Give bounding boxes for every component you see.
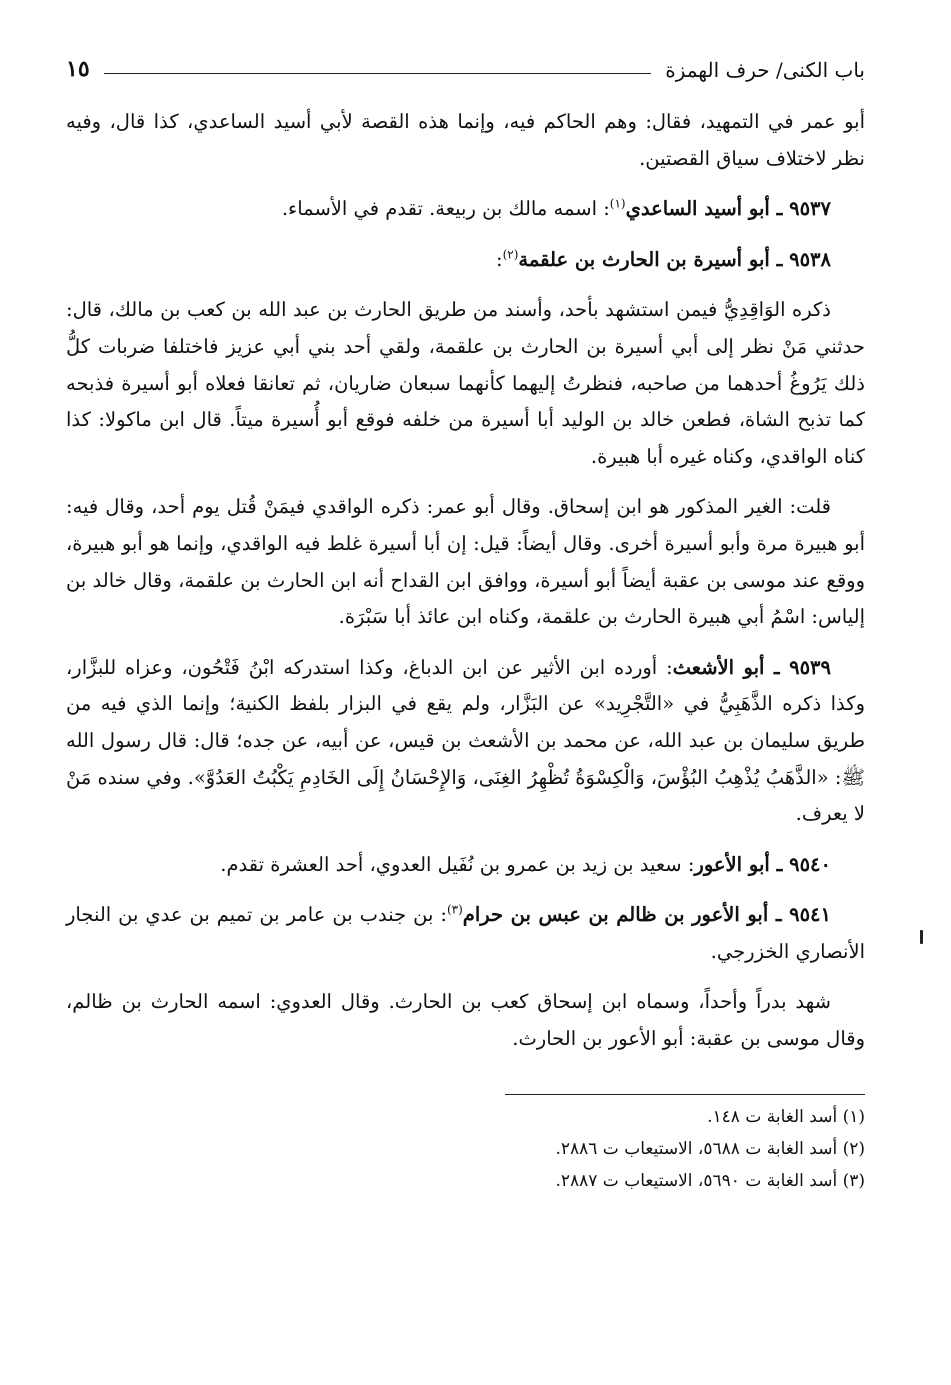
footnotes	[66, 1101, 865, 1197]
page-number: ١٥	[66, 56, 90, 82]
footnote: (٣) أسد الغابة ت ٥٦٩٠، الاستيعاب ت ٢٨٨٧.	[555, 1170, 865, 1191]
entry-9538	[66, 242, 865, 279]
entry-9541	[66, 897, 865, 970]
footnote-divider	[505, 1094, 865, 1095]
paragraph	[66, 489, 865, 635]
header-rule	[104, 73, 652, 74]
paragraph-body: أبو عمر في التمهيد، فقال: وهم الحاكم فيه، وإنما هذه القصة لأبي أسيد الساعدي، كذا قال، وفيه نظر لاختلاف سياق القصتين.	[66, 110, 865, 170]
entry-9537	[66, 191, 865, 228]
footnote-ref[interactable]: (٣)	[446, 902, 463, 917]
paragraph-body: قلت: الغير المذكور هو ابن إسحاق. وقال أبو عمر: ذكره الواقدي فيمَنْ قُتل يوم أحد، وقال فيه: أبو هبيرة مرة وأبو أسيرة أخرى. وقال أيضاً: قيل: إن أبا أسيرة غلط فيه الواقدي، وإنما هو أبو هبيرة، ووقع عند موسى بن عقبة أيضاً أبو أسيرة، ووافق ابن القداح أنه ابن الحارث بن علقمة، وقال خالد بن إلياس: اسْمُ أبي هبيرة الحارث بن علقمة، وكناه ابن عائذ أبا سَبْرَة.	[66, 495, 865, 629]
entry-body: : بن جندب بن عامر بن تميم بن عدي بن النجار الأنصاري الخزرجي.	[66, 903, 865, 963]
entry-9540	[66, 847, 865, 884]
entry-heading: ٩٥٤٠ ـ أبو الأعور	[694, 852, 831, 876]
entry-body: : اسمه مالك بن ربيعة. تقدم في الأسماء.	[281, 197, 610, 221]
footnote: (١) أسد الغابة ت ١٤٨.	[707, 1106, 865, 1127]
footnote: (٢) أسد الغابة ت ٥٦٨٨، الاستيعاب ت ٢٨٨٦.	[555, 1138, 865, 1159]
entry-heading: ٩٥٣٧ ـ أبو أسيد الساعدي	[625, 197, 831, 221]
paragraph-body: ذكره الوَاقِدِيُّ فيمن استشهد بأحد، وأسند من طريق الحارث بن عبد الله بن كعب بن مالك، قال: حدثني مَنْ نظر إلى أبي أسيرة بن الحارث بن علقمة، ولقي أحد بني أبي عزيز فاختلفا ضربات كلُّ ذلك يَرُوغُ أحدهما من صاحبه، فنظرتُ إليهما كأنهما سبعان ضاريان، ثم تعانقا فعلاه أبو أسيرة فذبحه كما تذبح الشاة، فطعن خالد بن الوليد أبا أسيرة من خلفه فوقع أبو أُسيرة ميتاً. قال ابن ماكولا: كذا كناه الواقدي، وكناه غيره أبا هبيرة.	[66, 298, 865, 468]
entry-9539	[66, 650, 865, 833]
paragraph	[66, 984, 865, 1057]
entry-heading: ٩٥٣٨ ـ أبو أسيرة بن الحارث بن علقمة	[518, 247, 831, 271]
entry-body: : سعيد بن زيد بن عمرو بن نُفَيل العدوي، أحد العشرة تقدم.	[220, 852, 695, 876]
entry-heading: ٩٥٤١ ـ أبو الأعور بن ظالم بن عبس بن حرام	[462, 903, 832, 927]
paragraph-body: شهد بدراً وأحداً، وسماه ابن إسحاق كعب بن الحارث. وقال العدوي: اسمه الحارث بن ظالم، وقال موسى بن عقبة: أبو الأعور بن الحارث.	[66, 990, 865, 1051]
entry-body: :	[496, 247, 503, 271]
entry-heading: ٩٥٣٩ ـ أبو الأشعث	[672, 655, 831, 679]
entry-body: : أورده ابن الأثير عن ابن الدباغ، وكذا استدركه ابْنُ فَتْحُون، وعزاه للبزَّار، وكذا ذكره الذَّهَبِيُّ في «التَّجْرِيد» عن البَزَّار، ولم يقع في البزار بلفظ الكنية؛ وإنما الذي فيه من طريق سليمان بن عبد الله، عن محمد بن الأشعث بن قيس، عن أبيه، عن جده؛ قال: قال رسول الله ﷺ: «الذَّهَبُ يُذْهِبُ البُؤْسَ، وَالْكِسْوَةُ تُظْهِرُ الغِنَى، وَالإِحْسَانُ إِلَى الخَادِمِ يَكْبُتُ العَدُوَّ». وفي سنده مَنْ لا يعرف.	[66, 655, 865, 826]
chapter-title: باب الكنى/ حرف الهمزة	[665, 58, 865, 82]
paragraph	[66, 104, 865, 177]
footnote-ref[interactable]: (١)	[609, 196, 626, 211]
paragraph	[66, 292, 865, 475]
running-header	[66, 48, 865, 82]
margin-mark	[920, 930, 923, 944]
footnote-ref[interactable]: (٢)	[502, 247, 519, 262]
main-text	[66, 104, 865, 1058]
